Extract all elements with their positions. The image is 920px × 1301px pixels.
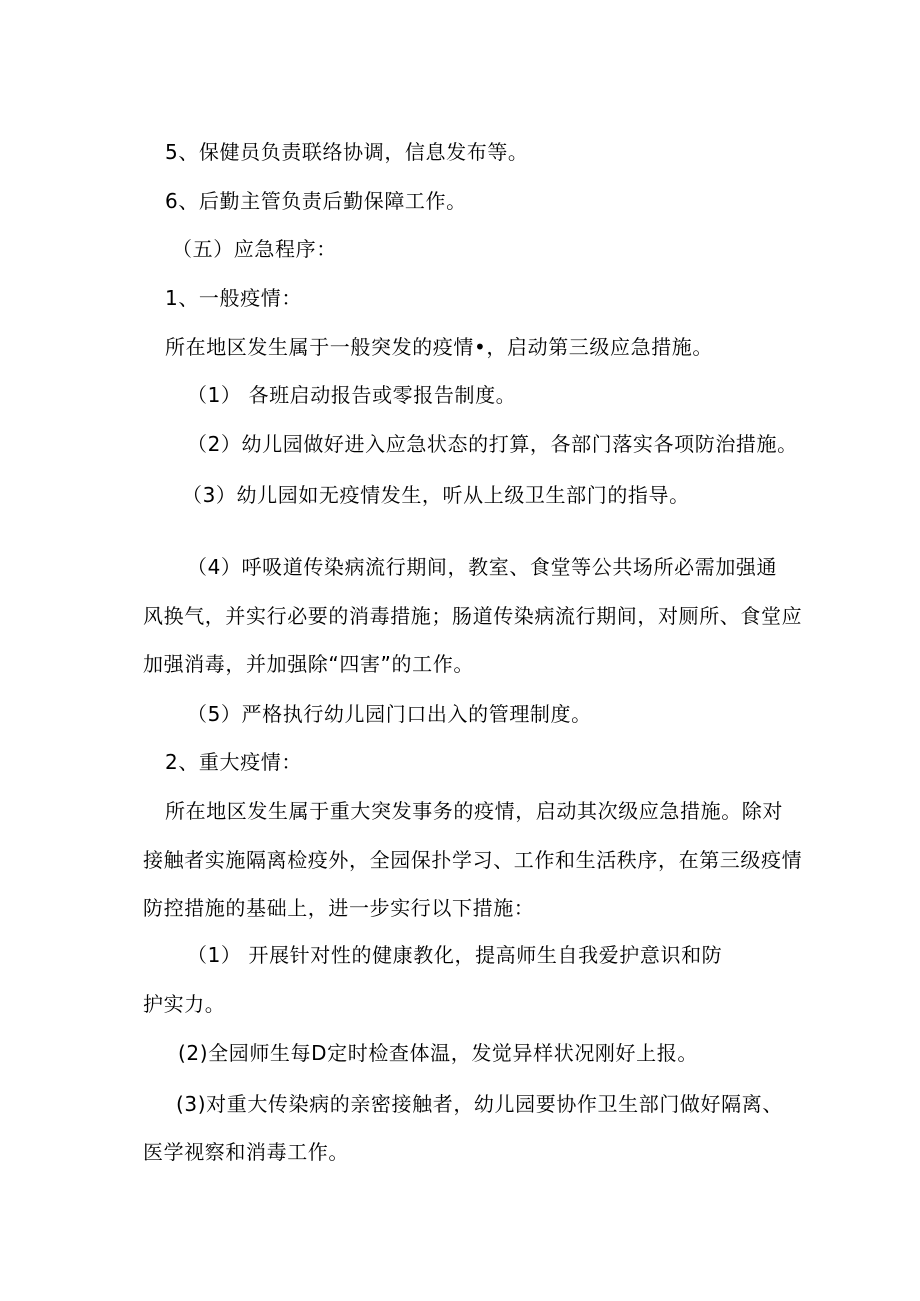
- paragraph-line: 加强消毒，并加强除“四害”的工作。: [143, 652, 474, 676]
- paragraph-line: 接触者实施隔离检疫外，全园保扑学习、工作和生活秩序，在第三级疫情: [143, 848, 803, 872]
- paragraph-line: 所在地区发生属于重大突发事务的疫情，启动其次级应急措施。除对: [165, 799, 783, 823]
- list-item: (3)对重大传染病的亲密接触者，幼儿园要协作卫生部门做好隔离、: [176, 1092, 783, 1116]
- paragraph-line: 医学视察和消毒工作。: [143, 1140, 349, 1164]
- list-item: （4）呼吸道传染病流行期间，教室、食堂等公共场所必需加强通: [187, 555, 778, 579]
- subsection-heading: 2、重大疫情：: [165, 750, 302, 774]
- subsection-heading: 1、一般疫情：: [165, 286, 302, 310]
- paragraph-line: 护实力。: [143, 992, 226, 1016]
- list-item: （2）幼儿园做好进入应急状态的打算，各部门落实各项防治措施。: [187, 432, 798, 456]
- paragraph-line: 风换气，并实行必要的消毒措施；肠道传染病流行期间，对厕所、食堂应: [143, 604, 803, 628]
- section-heading: （五）应急程序：: [172, 237, 337, 261]
- list-item: (2)全园师生每D定时检查体温，发觉异样状况刚好上报。: [178, 1041, 698, 1065]
- paragraph-line: 防控措施的基础上，进一步实行以下措施：: [143, 896, 535, 920]
- paragraph-line: 5、保健员负责联络协调，信息发布等。: [165, 140, 529, 164]
- list-item: （1） 各班启动报告或零报告制度。: [187, 383, 517, 407]
- list-item: （3）幼儿园如无疫情发生，听从上级卫生部门的指导。: [182, 483, 690, 507]
- list-item: （5）严格执行幼儿园门口出入的管理制度。: [187, 702, 592, 726]
- paragraph-line: 所在地区发生属于一般突发的疫情•，启动第三级应急措施。: [165, 335, 713, 359]
- paragraph-line: 6、后勤主管负责后勤保障工作。: [165, 189, 467, 213]
- list-item: （1） 开展针对性的健康教化，提高师生自我爱护意识和防: [187, 943, 723, 967]
